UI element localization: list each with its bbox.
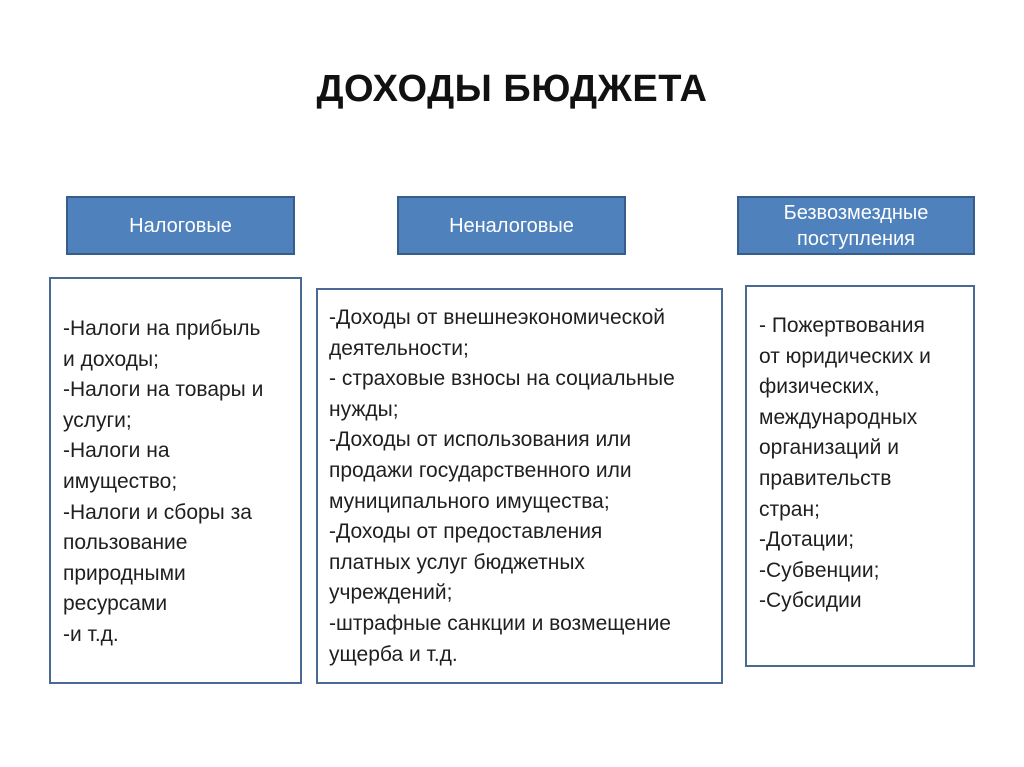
detail-line: правительств [759,466,892,490]
detail-line: -Налоги на товары и [63,378,264,402]
category-header-tax [66,196,295,255]
category-details-gratuitous [745,285,975,667]
detail-line: -и т.д. [63,622,119,646]
detail-line: -Доходы от использования или [329,428,632,452]
detail-line: -Доходы от предоставления [329,520,603,544]
detail-line: -штрафные санкции и возмещение [329,611,671,635]
detail-line: услуги; [63,408,132,432]
category-header-label: Налоговые [129,214,232,237]
detail-line: муниципального имущества; [329,489,610,513]
detail-line: нужды; [329,397,399,421]
category-header-label: поступления [796,227,915,250]
detail-line: физических, [759,375,880,399]
detail-line: от юридических и [759,344,931,368]
category-header-nontax [397,196,626,255]
detail-line: -Доходы от внешнеэкономической [329,306,665,329]
detail-line: -Налоги на прибыль [63,317,261,340]
detail-line: ресурсами [63,592,168,616]
detail-line: имущество; [63,469,178,493]
page-title: ДОХОДЫ БЮДЖЕТА [316,68,708,110]
detail-line: природными [63,561,186,585]
detail-line: -Налоги и сборы за [63,500,252,524]
category-header-gratuitous [737,196,975,255]
category-details-tax [49,277,302,684]
category-header-label: Безвозмездные [783,201,929,224]
detail-line: - страховые взносы на социальные [329,367,675,391]
detail-line: международных [759,405,918,429]
detail-line: и доходы; [63,347,159,371]
category-header-label: Неналоговые [449,214,574,237]
detail-line: -Дотации; [759,528,855,552]
detail-line: - Пожертвования [759,314,925,337]
detail-line: учреждений; [329,581,453,605]
detail-line: организаций и [759,436,899,460]
detail-line: ущерба и т.д. [329,642,458,666]
category-details-nontax [316,288,723,684]
detail-line: -Налоги на [63,439,170,463]
detail-line: пользование [63,531,188,555]
detail-line: платных услуг бюджетных [329,550,585,574]
detail-line: деятельности; [329,336,469,360]
detail-line: -Субсидии [759,589,862,613]
detail-line: -Субвенции; [759,558,880,582]
detail-line: продажи государственного или [329,458,632,482]
detail-line: стран; [759,497,820,521]
